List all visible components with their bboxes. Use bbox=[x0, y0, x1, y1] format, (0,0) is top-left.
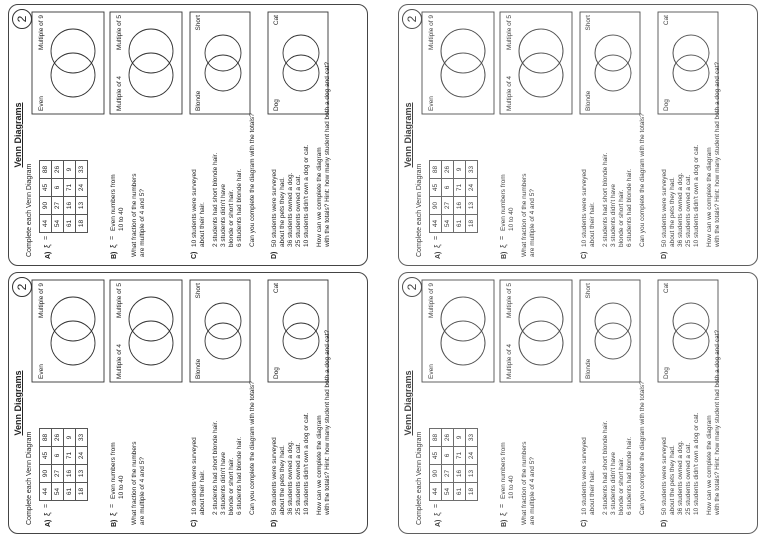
card-title: Venn Diagrams bbox=[13, 102, 23, 168]
question-c-line: about their hair. bbox=[589, 202, 596, 247]
number-grid bbox=[429, 160, 478, 233]
question-b-text: Even numbers from 10 to 40 bbox=[110, 174, 125, 231]
equals-sign: = bbox=[43, 235, 50, 240]
venn-label-right: Multiple of 5 bbox=[116, 283, 123, 319]
question-b-text: Even numbers from 10 to 40 bbox=[500, 442, 515, 499]
grid-cell: 26 bbox=[442, 429, 454, 447]
grid-cell: 54 bbox=[52, 215, 64, 233]
question-b-question: What fraction of the numbers are multiple of 4 and 5? bbox=[131, 441, 146, 525]
question-b-letter: B) bbox=[501, 519, 508, 527]
grid-cell: 18 bbox=[466, 215, 478, 233]
venn-label-left: Multiple of 4 bbox=[116, 75, 123, 111]
question-c-line: 3 students didn't have bbox=[220, 451, 227, 515]
card-title: Venn Diagrams bbox=[403, 370, 413, 436]
venn-label-left: Even bbox=[38, 364, 45, 379]
universal-set-symbol: ξ bbox=[433, 512, 442, 516]
venn-label-left: Dog bbox=[663, 367, 670, 379]
venn-label-right: Multiple of 9 bbox=[428, 15, 435, 51]
venn-label-right: Cat bbox=[273, 15, 280, 26]
question-b-question: What fraction of the numbers are multiple of 4 and 5? bbox=[521, 173, 536, 257]
venn-label-left: Even bbox=[428, 96, 435, 111]
venn-label-left: Even bbox=[38, 96, 45, 111]
grid-cell: 9 bbox=[454, 429, 466, 447]
venn-diagram-d bbox=[267, 279, 329, 383]
equals-sign: = bbox=[109, 235, 116, 240]
grid-cell: 9 bbox=[454, 161, 466, 179]
question-d-letter: D) bbox=[661, 519, 668, 527]
venn-label-left: Blonde bbox=[195, 90, 202, 111]
grid-cell: 54 bbox=[442, 215, 454, 233]
grid-cell: 26 bbox=[52, 429, 64, 447]
question-a-letter: A) bbox=[45, 519, 52, 527]
card-number: 2 bbox=[402, 9, 422, 29]
venn-label-right: Multiple of 5 bbox=[506, 15, 513, 51]
grid-cell: 54 bbox=[52, 483, 64, 501]
grid-row bbox=[442, 161, 454, 233]
question-c-line: about their hair. bbox=[199, 470, 206, 515]
universal-set-symbol: ξ bbox=[43, 244, 52, 248]
grid-cell: 18 bbox=[76, 215, 88, 233]
universal-set-symbol: ξ bbox=[109, 512, 118, 516]
equals-sign: = bbox=[499, 235, 506, 240]
grid-cell: 61 bbox=[454, 215, 466, 233]
question-d-line: 36 students owned a dog. bbox=[287, 172, 294, 247]
question-c-line: 10 students were surveyed bbox=[191, 437, 198, 515]
instruction-text: Complete each Venn Diagram bbox=[416, 163, 423, 257]
question-b-question: What fraction of the numbers are multiple of 4 and 5? bbox=[521, 441, 536, 525]
grid-row bbox=[466, 161, 478, 233]
venn-diagram-a bbox=[421, 11, 495, 115]
grid-row bbox=[64, 429, 76, 501]
venn-diagram-b bbox=[109, 11, 183, 115]
venn-diagram-a bbox=[421, 279, 495, 383]
question-d-line: about the pets they had. bbox=[669, 445, 676, 515]
grid-cell: 16 bbox=[454, 197, 466, 215]
question-d-line: 10 students didn't own a dog or cat. bbox=[303, 144, 310, 247]
venn-label-right: Multiple of 9 bbox=[428, 283, 435, 319]
venn-label-left: Multiple of 4 bbox=[116, 343, 123, 379]
grid-cell: 45 bbox=[430, 179, 442, 197]
question-d-line: with the totals? Hint: how many student had both a dog and cat? bbox=[714, 61, 721, 247]
question-c-letter: C) bbox=[191, 519, 198, 527]
number-grid bbox=[429, 428, 478, 501]
grid-cell: 24 bbox=[76, 447, 88, 465]
grid-cell: 71 bbox=[454, 179, 466, 197]
grid-cell: 27 bbox=[52, 197, 64, 215]
question-c-letter: C) bbox=[581, 251, 588, 259]
grid-row bbox=[454, 161, 466, 233]
question-d-line: 36 students owned a dog. bbox=[677, 440, 684, 515]
question-c-line: Can you complete the diagram with the totals? bbox=[639, 381, 646, 515]
venn-label-left: Dog bbox=[273, 367, 280, 379]
question-a-letter: A) bbox=[435, 251, 442, 259]
grid-row bbox=[52, 161, 64, 233]
instruction-text: Complete each Venn Diagram bbox=[26, 431, 33, 525]
card-number: 2 bbox=[12, 9, 32, 29]
question-c-line: Can you complete the diagram with the totals? bbox=[249, 113, 256, 247]
question-b-text: Even numbers from 10 to 40 bbox=[110, 442, 125, 499]
card-number: 2 bbox=[402, 277, 422, 297]
question-d-line: 36 students owned a dog. bbox=[287, 440, 294, 515]
question-c-line: 6 students had blonde hair. bbox=[626, 436, 633, 515]
question-d-line: 10 students didn't own a dog or cat. bbox=[693, 412, 700, 515]
question-d-line: How can we complete the diagram bbox=[316, 415, 323, 515]
venn-label-left: Dog bbox=[273, 99, 280, 111]
grid-cell: 90 bbox=[40, 197, 52, 215]
venn-card bbox=[8, 272, 368, 534]
question-c-line: blonde or short hair. bbox=[618, 457, 625, 515]
question-c-line: 10 students were surveyed bbox=[581, 169, 588, 247]
equals-sign: = bbox=[433, 503, 440, 508]
grid-cell: 9 bbox=[64, 429, 76, 447]
question-d-line: 50 students were surveyed bbox=[661, 437, 668, 515]
question-c-line: 3 students didn't have bbox=[220, 183, 227, 247]
grid-cell: 33 bbox=[466, 161, 478, 179]
grid-cell: 6 bbox=[442, 447, 454, 465]
question-c-line: 2 students had short blonde hair. bbox=[212, 420, 219, 515]
grid-cell: 61 bbox=[64, 483, 76, 501]
grid-row bbox=[466, 429, 478, 501]
venn-diagram-b bbox=[499, 11, 573, 115]
question-c-line: 10 students were surveyed bbox=[581, 437, 588, 515]
question-c-line: 3 students didn't have bbox=[610, 451, 617, 515]
question-a-letter: A) bbox=[435, 519, 442, 527]
grid-cell: 88 bbox=[430, 161, 442, 179]
grid-cell: 13 bbox=[466, 197, 478, 215]
card-copy-4 bbox=[398, 272, 758, 534]
venn-label-right: Multiple of 9 bbox=[38, 283, 45, 319]
venn-diagram-b bbox=[499, 279, 573, 383]
grid-cell: 33 bbox=[76, 161, 88, 179]
question-d-line: with the totals? Hint: how many student had both a dog and cat? bbox=[714, 329, 721, 515]
grid-cell: 90 bbox=[430, 465, 442, 483]
venn-diagram-d bbox=[657, 279, 719, 383]
question-d-line: 10 students didn't own a dog or cat. bbox=[693, 144, 700, 247]
venn-label-right: Short bbox=[585, 15, 592, 31]
question-c-text bbox=[581, 113, 647, 247]
question-c-letter: C) bbox=[581, 519, 588, 527]
question-c-line: 6 students had blonde hair. bbox=[626, 168, 633, 247]
grid-cell: 44 bbox=[430, 215, 442, 233]
instruction-text: Complete each Venn Diagram bbox=[26, 163, 33, 257]
question-d-line: about the pets they had. bbox=[279, 177, 286, 247]
grid-cell: 45 bbox=[430, 447, 442, 465]
question-b-question: What fraction of the numbers are multiple of 4 and 5? bbox=[131, 173, 146, 257]
equals-sign: = bbox=[109, 503, 116, 508]
grid-row bbox=[76, 161, 88, 233]
venn-label-right: Multiple of 5 bbox=[116, 15, 123, 51]
universal-set-symbol: ξ bbox=[109, 244, 118, 248]
grid-cell: 27 bbox=[442, 465, 454, 483]
venn-label-right: Cat bbox=[663, 283, 670, 294]
grid-cell: 6 bbox=[442, 179, 454, 197]
question-c-line: blonde or short hair. bbox=[228, 189, 235, 247]
question-c-text bbox=[191, 381, 257, 515]
question-d-letter: D) bbox=[271, 519, 278, 527]
equals-sign: = bbox=[499, 503, 506, 508]
grid-cell: 13 bbox=[76, 465, 88, 483]
card-copy-1 bbox=[8, 4, 368, 266]
venn-diagram-c bbox=[189, 11, 251, 115]
question-d-letter: D) bbox=[661, 251, 668, 259]
venn-card bbox=[8, 4, 368, 266]
question-c-line: 2 students had short blonde hair. bbox=[212, 152, 219, 247]
question-d-line: 50 students were surveyed bbox=[271, 169, 278, 247]
instruction-text: Complete each Venn Diagram bbox=[416, 431, 423, 525]
venn-label-right: Short bbox=[585, 283, 592, 299]
venn-label-left: Blonde bbox=[585, 90, 592, 111]
question-c-line: 2 students had short blonde hair. bbox=[602, 420, 609, 515]
grid-cell: 13 bbox=[466, 465, 478, 483]
grid-cell: 9 bbox=[64, 161, 76, 179]
question-b-text: Even numbers from 10 to 40 bbox=[500, 174, 515, 231]
question-b-letter: B) bbox=[111, 519, 118, 527]
grid-cell: 90 bbox=[40, 465, 52, 483]
venn-diagram-b bbox=[109, 279, 183, 383]
question-d-line: How can we complete the diagram bbox=[316, 147, 323, 247]
venn-label-right: Cat bbox=[663, 15, 670, 26]
universal-set-symbol: ξ bbox=[433, 244, 442, 248]
grid-cell: 16 bbox=[64, 197, 76, 215]
grid-cell: 45 bbox=[40, 179, 52, 197]
universal-set-symbol: ξ bbox=[43, 512, 52, 516]
grid-cell: 61 bbox=[454, 483, 466, 501]
grid-cell: 13 bbox=[76, 197, 88, 215]
venn-label-right: Multiple of 5 bbox=[506, 283, 513, 319]
grid-cell: 88 bbox=[40, 161, 52, 179]
grid-cell: 44 bbox=[430, 483, 442, 501]
venn-label-right: Short bbox=[195, 15, 202, 31]
grid-cell: 71 bbox=[64, 179, 76, 197]
question-d-line: about the pets they had. bbox=[279, 445, 286, 515]
venn-label-left: Multiple of 4 bbox=[506, 75, 513, 111]
grid-row bbox=[430, 161, 442, 233]
venn-diagram-a bbox=[31, 11, 105, 115]
card-copy-3 bbox=[8, 272, 368, 534]
question-d-line: 10 students didn't own a dog or cat. bbox=[303, 412, 310, 515]
universal-set-symbol: ξ bbox=[499, 512, 508, 516]
venn-diagram-c bbox=[189, 279, 251, 383]
grid-row bbox=[442, 429, 454, 501]
grid-cell: 33 bbox=[466, 429, 478, 447]
question-c-line: about their hair. bbox=[589, 470, 596, 515]
universal-set-symbol: ξ bbox=[499, 244, 508, 248]
number-grid bbox=[39, 160, 88, 233]
venn-card bbox=[398, 272, 758, 534]
question-d-line: 25 students owned a cat. bbox=[685, 174, 692, 247]
grid-cell: 33 bbox=[76, 429, 88, 447]
grid-cell: 71 bbox=[64, 447, 76, 465]
question-c-line: 6 students had blonde hair. bbox=[236, 168, 243, 247]
grid-cell: 27 bbox=[442, 197, 454, 215]
question-c-line: 10 students were surveyed bbox=[191, 169, 198, 247]
grid-row bbox=[40, 161, 52, 233]
question-c-line: 6 students had blonde hair. bbox=[236, 436, 243, 515]
card-title: Venn Diagrams bbox=[13, 370, 23, 436]
question-d-line: 25 students owned a cat. bbox=[295, 174, 302, 247]
question-c-text bbox=[191, 113, 257, 247]
question-d-line: 50 students were surveyed bbox=[271, 437, 278, 515]
venn-card bbox=[398, 4, 758, 266]
grid-row bbox=[76, 429, 88, 501]
grid-cell: 71 bbox=[454, 447, 466, 465]
grid-cell: 44 bbox=[40, 483, 52, 501]
grid-cell: 16 bbox=[454, 465, 466, 483]
grid-cell: 44 bbox=[40, 215, 52, 233]
grid-cell: 90 bbox=[430, 197, 442, 215]
question-b-letter: B) bbox=[501, 251, 508, 259]
grid-cell: 18 bbox=[76, 483, 88, 501]
question-c-text bbox=[581, 381, 647, 515]
grid-cell: 27 bbox=[52, 465, 64, 483]
venn-diagram-c bbox=[579, 279, 641, 383]
grid-cell: 6 bbox=[52, 179, 64, 197]
venn-label-left: Multiple of 4 bbox=[506, 343, 513, 379]
grid-cell: 26 bbox=[442, 161, 454, 179]
venn-diagram-d bbox=[267, 11, 329, 115]
venn-label-right: Cat bbox=[273, 283, 280, 294]
card-title: Venn Diagrams bbox=[403, 102, 413, 168]
grid-cell: 45 bbox=[40, 447, 52, 465]
card-number: 2 bbox=[12, 277, 32, 297]
grid-row bbox=[454, 429, 466, 501]
question-c-letter: C) bbox=[191, 251, 198, 259]
question-d-letter: D) bbox=[271, 251, 278, 259]
grid-row bbox=[40, 429, 52, 501]
card-copy-2 bbox=[398, 4, 758, 266]
grid-cell: 61 bbox=[64, 215, 76, 233]
question-d-line: 36 students owned a dog. bbox=[677, 172, 684, 247]
venn-label-right: Short bbox=[195, 283, 202, 299]
question-c-line: Can you complete the diagram with the totals? bbox=[639, 113, 646, 247]
question-d-line: How can we complete the diagram bbox=[706, 147, 713, 247]
grid-cell: 54 bbox=[442, 483, 454, 501]
venn-label-right: Multiple of 9 bbox=[38, 15, 45, 51]
grid-cell: 24 bbox=[76, 179, 88, 197]
grid-cell: 88 bbox=[40, 429, 52, 447]
grid-cell: 16 bbox=[64, 465, 76, 483]
question-c-line: about their hair. bbox=[199, 202, 206, 247]
grid-cell: 18 bbox=[466, 483, 478, 501]
question-c-line: blonde or short hair. bbox=[618, 189, 625, 247]
venn-diagram-a bbox=[31, 279, 105, 383]
grid-cell: 24 bbox=[466, 179, 478, 197]
venn-diagram-c bbox=[579, 11, 641, 115]
question-d-line: How can we complete the diagram bbox=[706, 415, 713, 515]
number-grid bbox=[39, 428, 88, 501]
question-d-line: with the totals? Hint: how many student had both a dog and cat? bbox=[324, 61, 331, 247]
question-d-line: 25 students owned a cat. bbox=[685, 442, 692, 515]
question-c-line: 2 students had short blonde hair. bbox=[602, 152, 609, 247]
venn-label-left: Blonde bbox=[195, 358, 202, 379]
venn-diagram-d bbox=[657, 11, 719, 115]
venn-label-left: Dog bbox=[663, 99, 670, 111]
grid-cell: 6 bbox=[52, 447, 64, 465]
question-c-line: Can you complete the diagram with the totals? bbox=[249, 381, 256, 515]
grid-cell: 88 bbox=[430, 429, 442, 447]
question-d-line: 25 students owned a cat. bbox=[295, 442, 302, 515]
question-d-line: about the pets they had. bbox=[669, 177, 676, 247]
question-c-line: blonde or short hair. bbox=[228, 457, 235, 515]
question-a-letter: A) bbox=[45, 251, 52, 259]
grid-cell: 26 bbox=[52, 161, 64, 179]
equals-sign: = bbox=[43, 503, 50, 508]
question-b-letter: B) bbox=[111, 251, 118, 259]
venn-label-left: Blonde bbox=[585, 358, 592, 379]
grid-row bbox=[64, 161, 76, 233]
venn-label-left: Even bbox=[428, 364, 435, 379]
question-d-line: with the totals? Hint: how many student had both a dog and cat? bbox=[324, 329, 331, 515]
question-d-line: 50 students were surveyed bbox=[661, 169, 668, 247]
grid-row bbox=[52, 429, 64, 501]
question-c-line: 3 students didn't have bbox=[610, 183, 617, 247]
equals-sign: = bbox=[433, 235, 440, 240]
grid-row bbox=[430, 429, 442, 501]
grid-cell: 24 bbox=[466, 447, 478, 465]
